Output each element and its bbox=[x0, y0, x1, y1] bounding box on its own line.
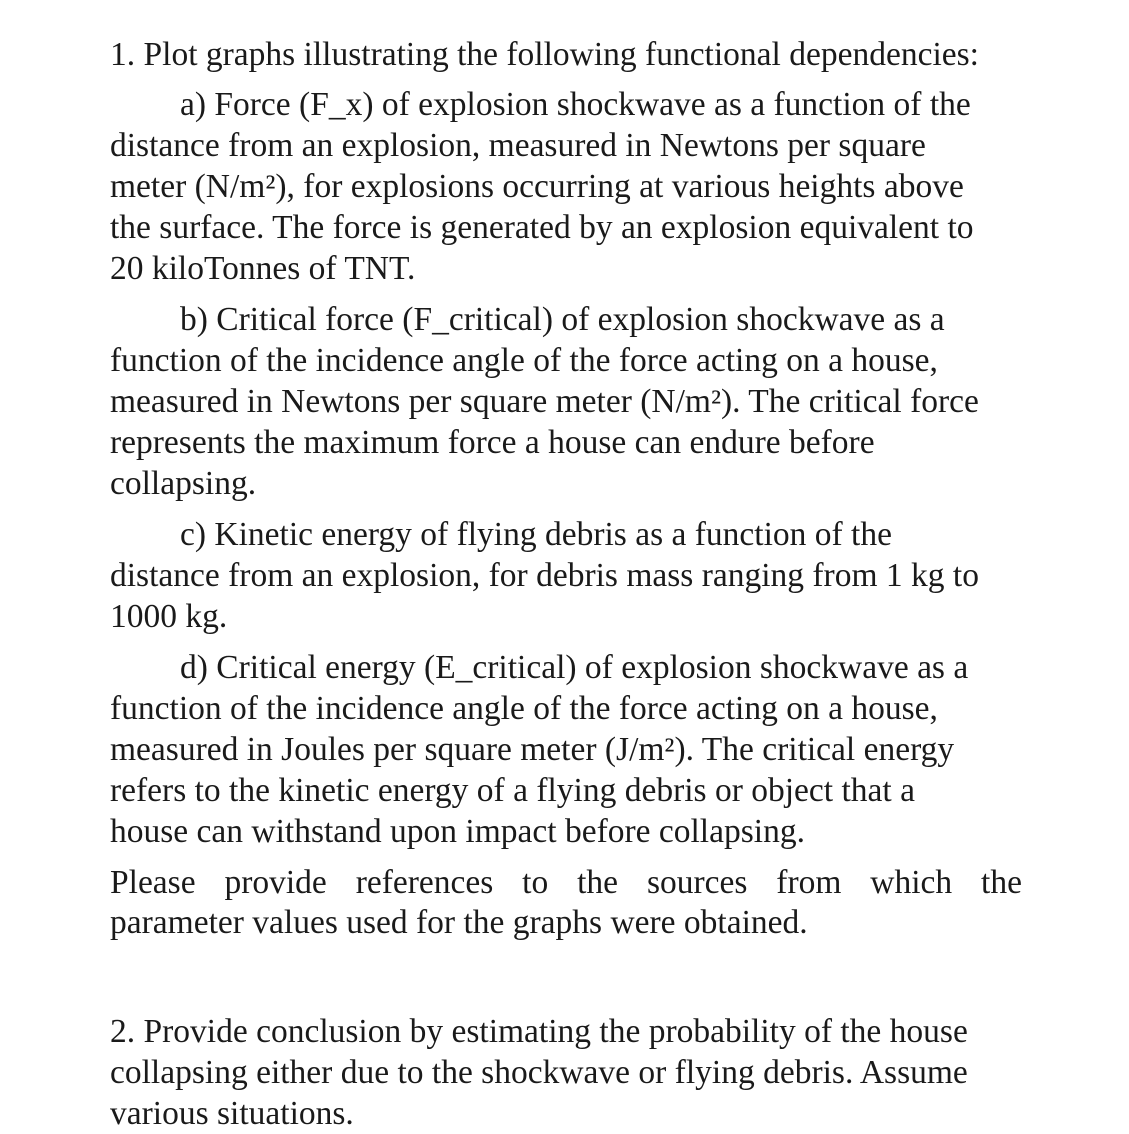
item-a-line-2: distance from an explosion, measured in Newtons per square bbox=[110, 127, 926, 164]
item-d-line-4: refers to the kinetic energy of a flying debris or object that a bbox=[110, 772, 915, 809]
item-b-line-1: b) Critical force (F_critical) of explosion shockwave as a bbox=[180, 301, 945, 338]
references-line-2: parameter values used for the graphs were obtained. bbox=[110, 904, 808, 941]
item-c-line-1: c) Kinetic energy of flying debris as a function of the bbox=[180, 516, 892, 553]
item-c-line-2: distance from an explosion, for debris mass ranging from 1 kg to bbox=[110, 557, 979, 594]
item-b-line-4: represents the maximum force a house can endure before bbox=[110, 424, 875, 461]
item-a-line-1: a) Force (F_x) of explosion shockwave as a function of the bbox=[180, 86, 971, 123]
task2-line-1: 2. Provide conclusion by estimating the probability of the house bbox=[110, 1013, 968, 1050]
task2-line-2: collapsing either due to the shockwave or flying debris. Assume bbox=[110, 1054, 968, 1091]
item-d-line-3: measured in Joules per square meter (J/m²). The critical energy bbox=[110, 731, 955, 768]
item-c-line-3: 1000 kg. bbox=[110, 598, 228, 635]
item-a-line-3: meter (N/m²), for explosions occurring at various heights above bbox=[110, 168, 964, 205]
item-b-line-5: collapsing. bbox=[110, 465, 257, 502]
item-d-line-2: function of the incidence angle of the force acting on a house, bbox=[110, 690, 938, 727]
references-line-1: Please provide references to the sources from which the bbox=[110, 864, 1022, 901]
item-a-line-5: 20 kiloTonnes of TNT. bbox=[110, 250, 416, 287]
item-d-line-1: d) Critical energy (E_critical) of explosion shockwave as a bbox=[180, 649, 969, 686]
task2-line-3: various situations. bbox=[110, 1095, 354, 1132]
item-d-line-5: house can withstand upon impact before collapsing. bbox=[110, 813, 805, 850]
task1-heading: 1. Plot graphs illustrating the following functional dependencies: bbox=[110, 36, 979, 73]
item-b-line-3: measured in Newtons per square meter (N/m²). The critical force bbox=[110, 383, 979, 420]
item-a-line-4: the surface. The force is generated by an explosion equivalent to bbox=[110, 209, 974, 246]
item-b-line-2: function of the incidence angle of the force acting on a house, bbox=[110, 342, 938, 379]
